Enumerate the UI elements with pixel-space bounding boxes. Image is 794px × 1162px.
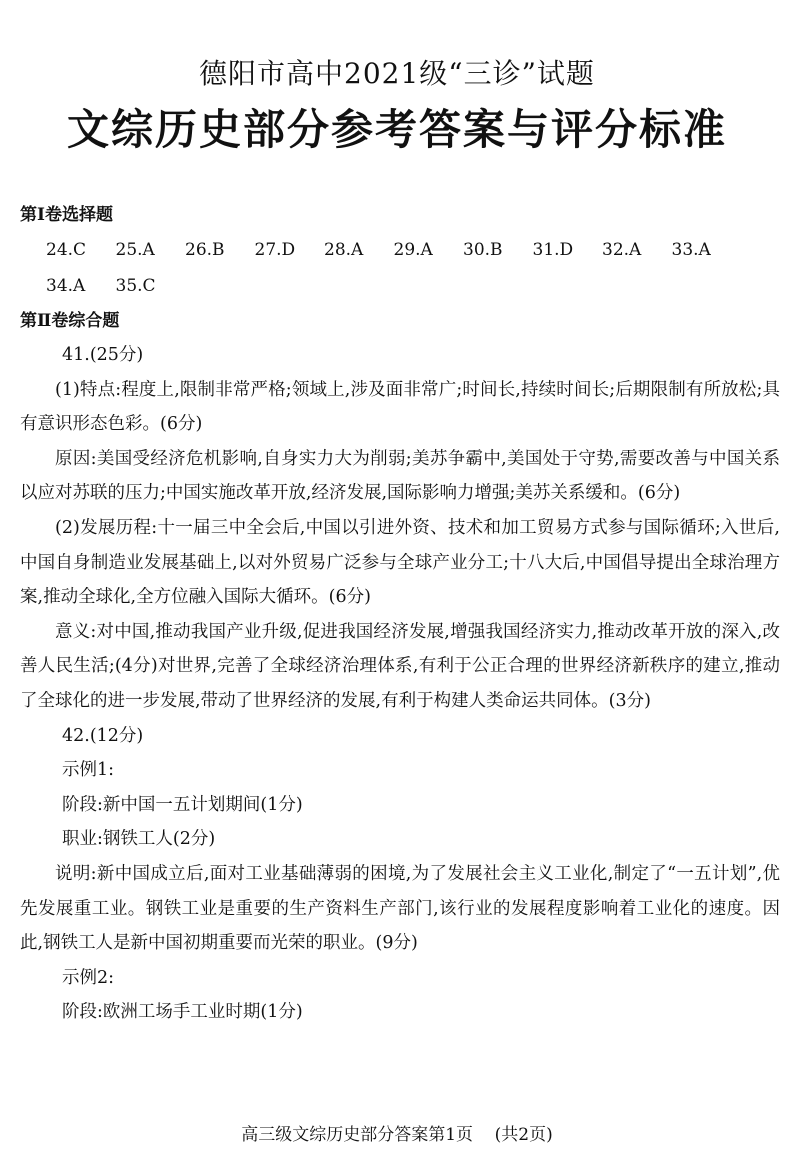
page-footer: 高三级文综历史部分答案第1页 (共2页): [241, 1125, 553, 1145]
choice-answer: 31.D: [532, 240, 574, 260]
choice-answer: 29.A: [393, 240, 433, 260]
q41-part1-features: (1)特点:程度上,限制非常严格;领域上,涉及面非常广;时间长,持续时间长;后期限制有所放松;具有意识形态色彩。(6分): [20, 379, 780, 435]
example-1-stage: 阶段:新中国一五计划期间(1分): [62, 794, 303, 815]
question-42-heading: 42.(12分): [62, 725, 144, 746]
answer-key-title: 文综历史部分参考答案与评分标准: [66, 105, 727, 154]
choice-answer: 33.A: [671, 240, 711, 260]
example-1-label: 示例1:: [62, 760, 115, 781]
example-2-stage: 阶段:欧洲工场手工业时期(1分): [62, 1002, 303, 1023]
example-1-job: 职业:钢铁工人(2分): [62, 829, 216, 850]
choice-answer: 34.A: [46, 276, 86, 296]
section-heading-choice: 第Ⅰ卷选择题: [20, 205, 113, 225]
q41-part2-significance: 意义:对中国,推动我国产业升级,促进我国经济发展,增强我国经济实力,推动改革开放的深入,改善人民生活;(4分)对世界,完善了全球经济治理体系,有利于公正合理的世界经济新秩序的建立,推动了全球化的进一步发展,带动了世界经济的发展,有利于构建人类命运共同体。(3分): [20, 621, 780, 711]
choice-answer: 27.D: [254, 240, 296, 260]
choice-answer: 24.C: [46, 240, 87, 260]
choice-answer: 28.A: [324, 240, 364, 260]
q41-part1-reasons: 原因:美国受经济危机影响,自身实力大为削弱;美苏争霸中,美国处于守势,需要改善与中国关系以应对苏联的压力;中国实施改革开放,经济发展,国际影响力增强;美苏关系缓和。(6分): [20, 448, 780, 504]
choice-answers-list: [20, 232, 766, 304]
section-heading-comprehensive: 第Ⅱ卷综合题: [20, 311, 120, 331]
choice-answer: 30.B: [463, 240, 503, 260]
choice-answer: 26.B: [185, 240, 225, 260]
question-41-heading: 41.(25分): [62, 345, 144, 365]
q41-part2-process: (2)发展历程:十一届三中全会后,中国以引进外资、技术和加工贸易方式参与国际循环;入世后,中国自身制造业发展基础上,以对外贸易广泛参与全球产业分工;十八大后,中国倡导提出全球治理方案,推动全球化,全方位融入国际大循环。(6分): [20, 517, 780, 608]
document-body: [20, 198, 780, 1030]
choice-answer: 32.A: [602, 240, 642, 260]
choice-answer: 35.C: [115, 276, 156, 296]
exam-title: 德阳市高中2021级“三诊”试题: [199, 57, 595, 90]
example-2-label: 示例2:: [62, 967, 115, 988]
example-1-description: 说明:新中国成立后,面对工业基础薄弱的困境,为了发展社会主义工业化,制定了“一五计划”,优先发展重工业。钢铁工业是重要的生产资料生产部门,该行业的发展程度影响着工业化的速度。因此,钢铁工人是新中国初期重要而光荣的职业。(9分): [20, 863, 780, 954]
choice-answer: 25.A: [115, 240, 155, 260]
